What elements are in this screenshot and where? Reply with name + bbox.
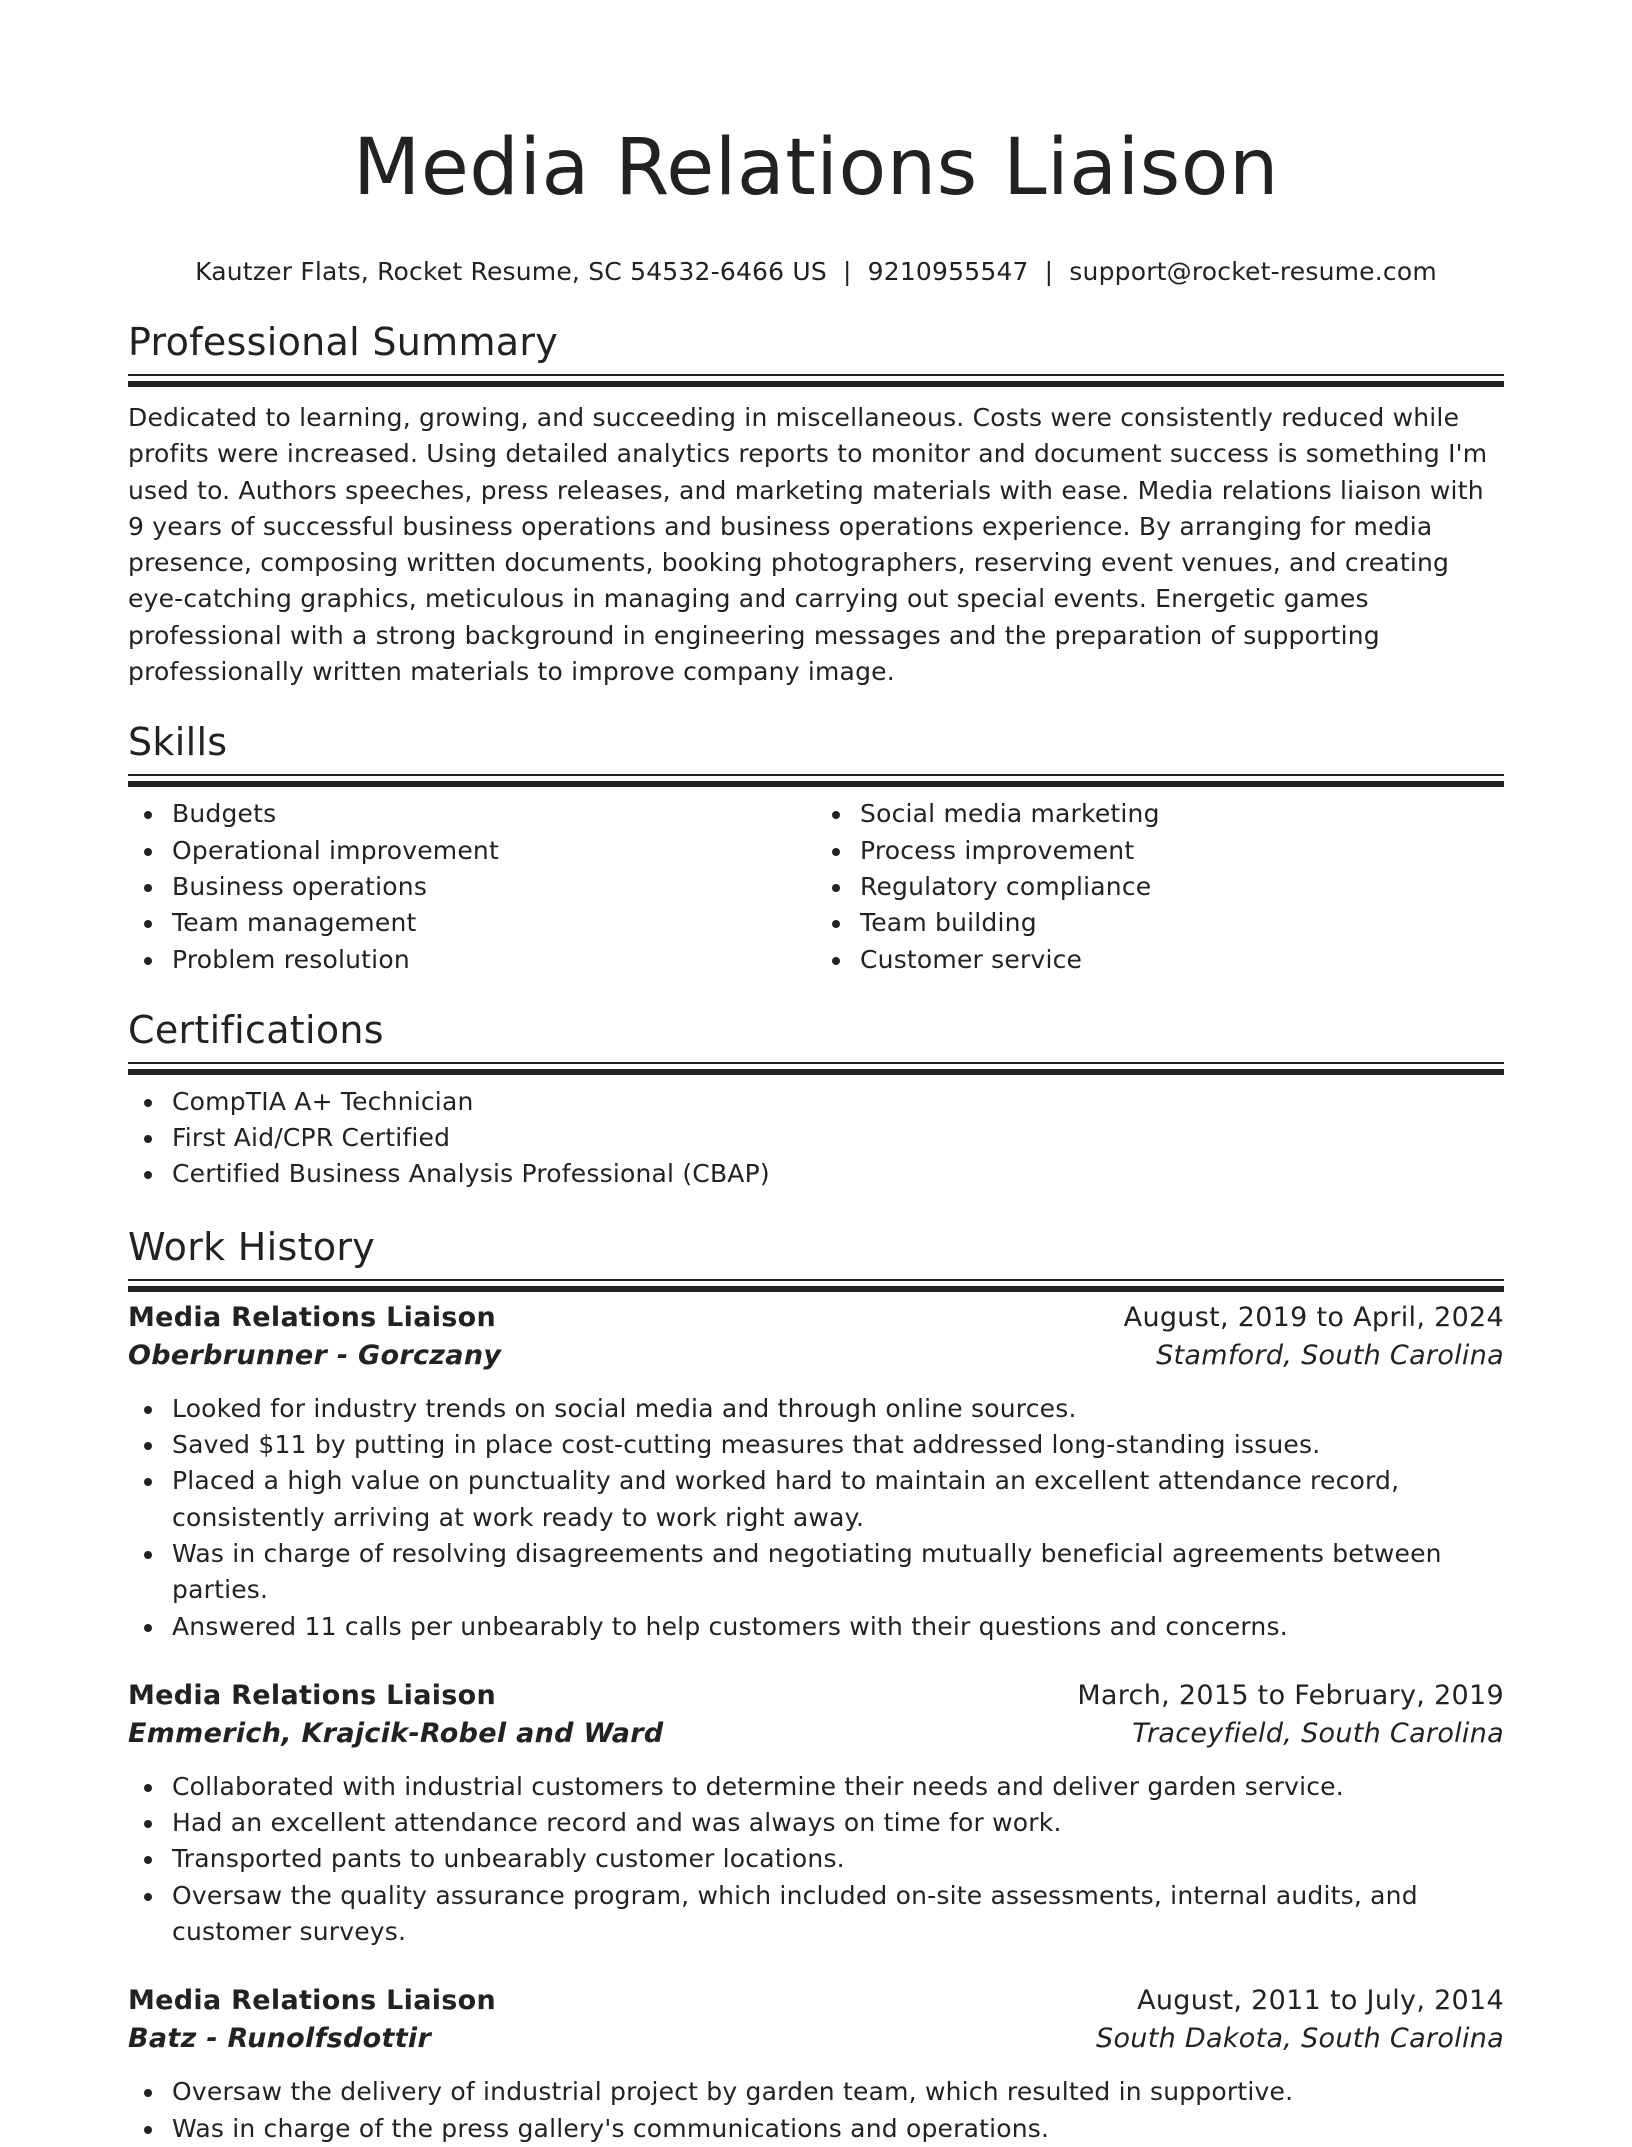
job-location: Stamford, South Carolina [1156, 1339, 1504, 1371]
job-company: Batz - Runolfsdottir [128, 2023, 432, 2055]
job-dates: August, 2011 to July, 2014 [1137, 1985, 1504, 2017]
job-bullets [128, 1769, 1504, 1950]
skills-section [128, 718, 1504, 977]
job-subheader [128, 2020, 1504, 2058]
contact-separator: | [842, 257, 852, 286]
job-header [128, 1982, 1504, 2020]
skill-item: Problem resolution [172, 942, 816, 978]
skills-list-left [128, 796, 816, 977]
job-company: Emmerich, Krajcik-Robel and Ward [128, 1717, 664, 1749]
job-location: South Dakota, South Carolina [1096, 2023, 1504, 2055]
job-dates: March, 2015 to February, 2019 [1077, 1679, 1504, 1711]
work-history-section [128, 1223, 1504, 2147]
job-entry [128, 1982, 1504, 2147]
contact-address: Kautzer Flats, Rocket Resume, SC 54532-6466 US [195, 257, 827, 286]
section-title-skills: Skills [128, 720, 228, 765]
job-subheader [128, 1715, 1504, 1753]
job-dates: August, 2019 to April, 2024 [1123, 1301, 1504, 1333]
skills-columns [128, 796, 1504, 977]
job-company: Oberbrunner - Gorczany [128, 1339, 502, 1371]
skill-item: Social media marketing [860, 796, 1504, 832]
job-header [128, 1677, 1504, 1715]
job-title: Media Relations Liaison [128, 1679, 497, 1711]
job-bullets [128, 2074, 1504, 2147]
contact-phone: 9210955547 [867, 257, 1029, 286]
job-bullet: Saved $11 by putting in place cost-cutting measures that addressed long-standing issues. [172, 1427, 1504, 1463]
skill-item: Process improvement [860, 833, 1504, 869]
certification-item: CompTIA A+ Technician [172, 1084, 1504, 1120]
job-bullet: Answered 11 calls per unbearably to help customers with their questions and concerns. [172, 1609, 1504, 1645]
job-bullet: Collaborated with industrial customers to determine their needs and deliver garden service. [172, 1769, 1504, 1805]
certifications-list [128, 1084, 1504, 1193]
skill-item: Regulatory compliance [860, 869, 1504, 905]
job-subheader [128, 1337, 1504, 1375]
contact-separator: | [1044, 257, 1054, 286]
summary-section [128, 318, 1504, 690]
section-divider [128, 1062, 1504, 1064]
certification-item: First Aid/CPR Certified [172, 1120, 1504, 1156]
certification-item: Certified Business Analysis Professional (CBAP) [172, 1156, 1504, 1192]
job-title: Media Relations Liaison [128, 1301, 497, 1333]
contact-email: support@rocket-resume.com [1069, 257, 1437, 286]
section-divider [128, 1279, 1504, 1281]
contact-line [128, 256, 1504, 288]
skill-item: Customer service [860, 942, 1504, 978]
job-entry [128, 1299, 1504, 1645]
job-entry [128, 1677, 1504, 1950]
job-bullet: Oversaw the delivery of industrial project by garden team, which resulted in supportive. [172, 2074, 1504, 2110]
skills-list-right [816, 796, 1504, 977]
job-bullets [128, 1391, 1504, 1645]
summary-text: Dedicated to learning, growing, and succeeding in miscellaneous. Costs were consistently reduced while profits were increased. Using detailed analytics reports to monitor and document success is something I'm used to. Authors speeches, press releases, and marketing materials with ease. Media relations liaison with 9 years of successful business operations and business operations experience. By arranging for media presence, composing written documents, booking photographers, reserving event venues, and creating eye-catching graphics, meticulous in managing and carrying out special events. Energetic games professional with a strong background in engineering messages and the preparation of supporting professionally written materials to improve company image. [128, 403, 1488, 687]
job-bullet: Was in charge of resolving disagreements and negotiating mutually beneficial agreements between parties. [172, 1536, 1504, 1609]
resume-page [128, 0, 1504, 2147]
job-bullet: Transported pants to unbearably customer locations. [172, 1841, 1504, 1877]
section-title-work-history: Work History [128, 1224, 376, 1269]
job-title: Media Relations Liaison [128, 1985, 497, 2017]
skill-item: Team building [860, 905, 1504, 941]
skill-item: Budgets [172, 796, 816, 832]
section-divider [128, 374, 1504, 376]
job-location: Traceyfield, South Carolina [1132, 1717, 1504, 1749]
section-title-certifications: Certifications [128, 1007, 384, 1052]
section-divider [128, 774, 1504, 776]
job-bullet: Oversaw the quality assurance program, which included on-site assessments, internal audits, and customer surveys. [172, 1878, 1504, 1951]
section-title-summary: Professional Summary [128, 320, 559, 364]
job-bullet: Was in charge of the press gallery's communications and operations. [172, 2111, 1504, 2147]
skill-item: Business operations [172, 869, 816, 905]
skill-item: Operational improvement [172, 833, 816, 869]
candidate-name: Media Relations Liaison [353, 123, 1279, 213]
skill-item: Team management [172, 905, 816, 941]
job-bullet: Had an excellent attendance record and was always on time for work. [172, 1805, 1504, 1841]
job-header [128, 1299, 1504, 1337]
job-bullet: Looked for industry trends on social media and through online sources. [172, 1391, 1504, 1427]
certifications-section [128, 1006, 1504, 1193]
job-bullet: Placed a high value on punctuality and worked hard to maintain an excellent attendance record, consistently arriving at work ready to work right away. [172, 1463, 1504, 1536]
